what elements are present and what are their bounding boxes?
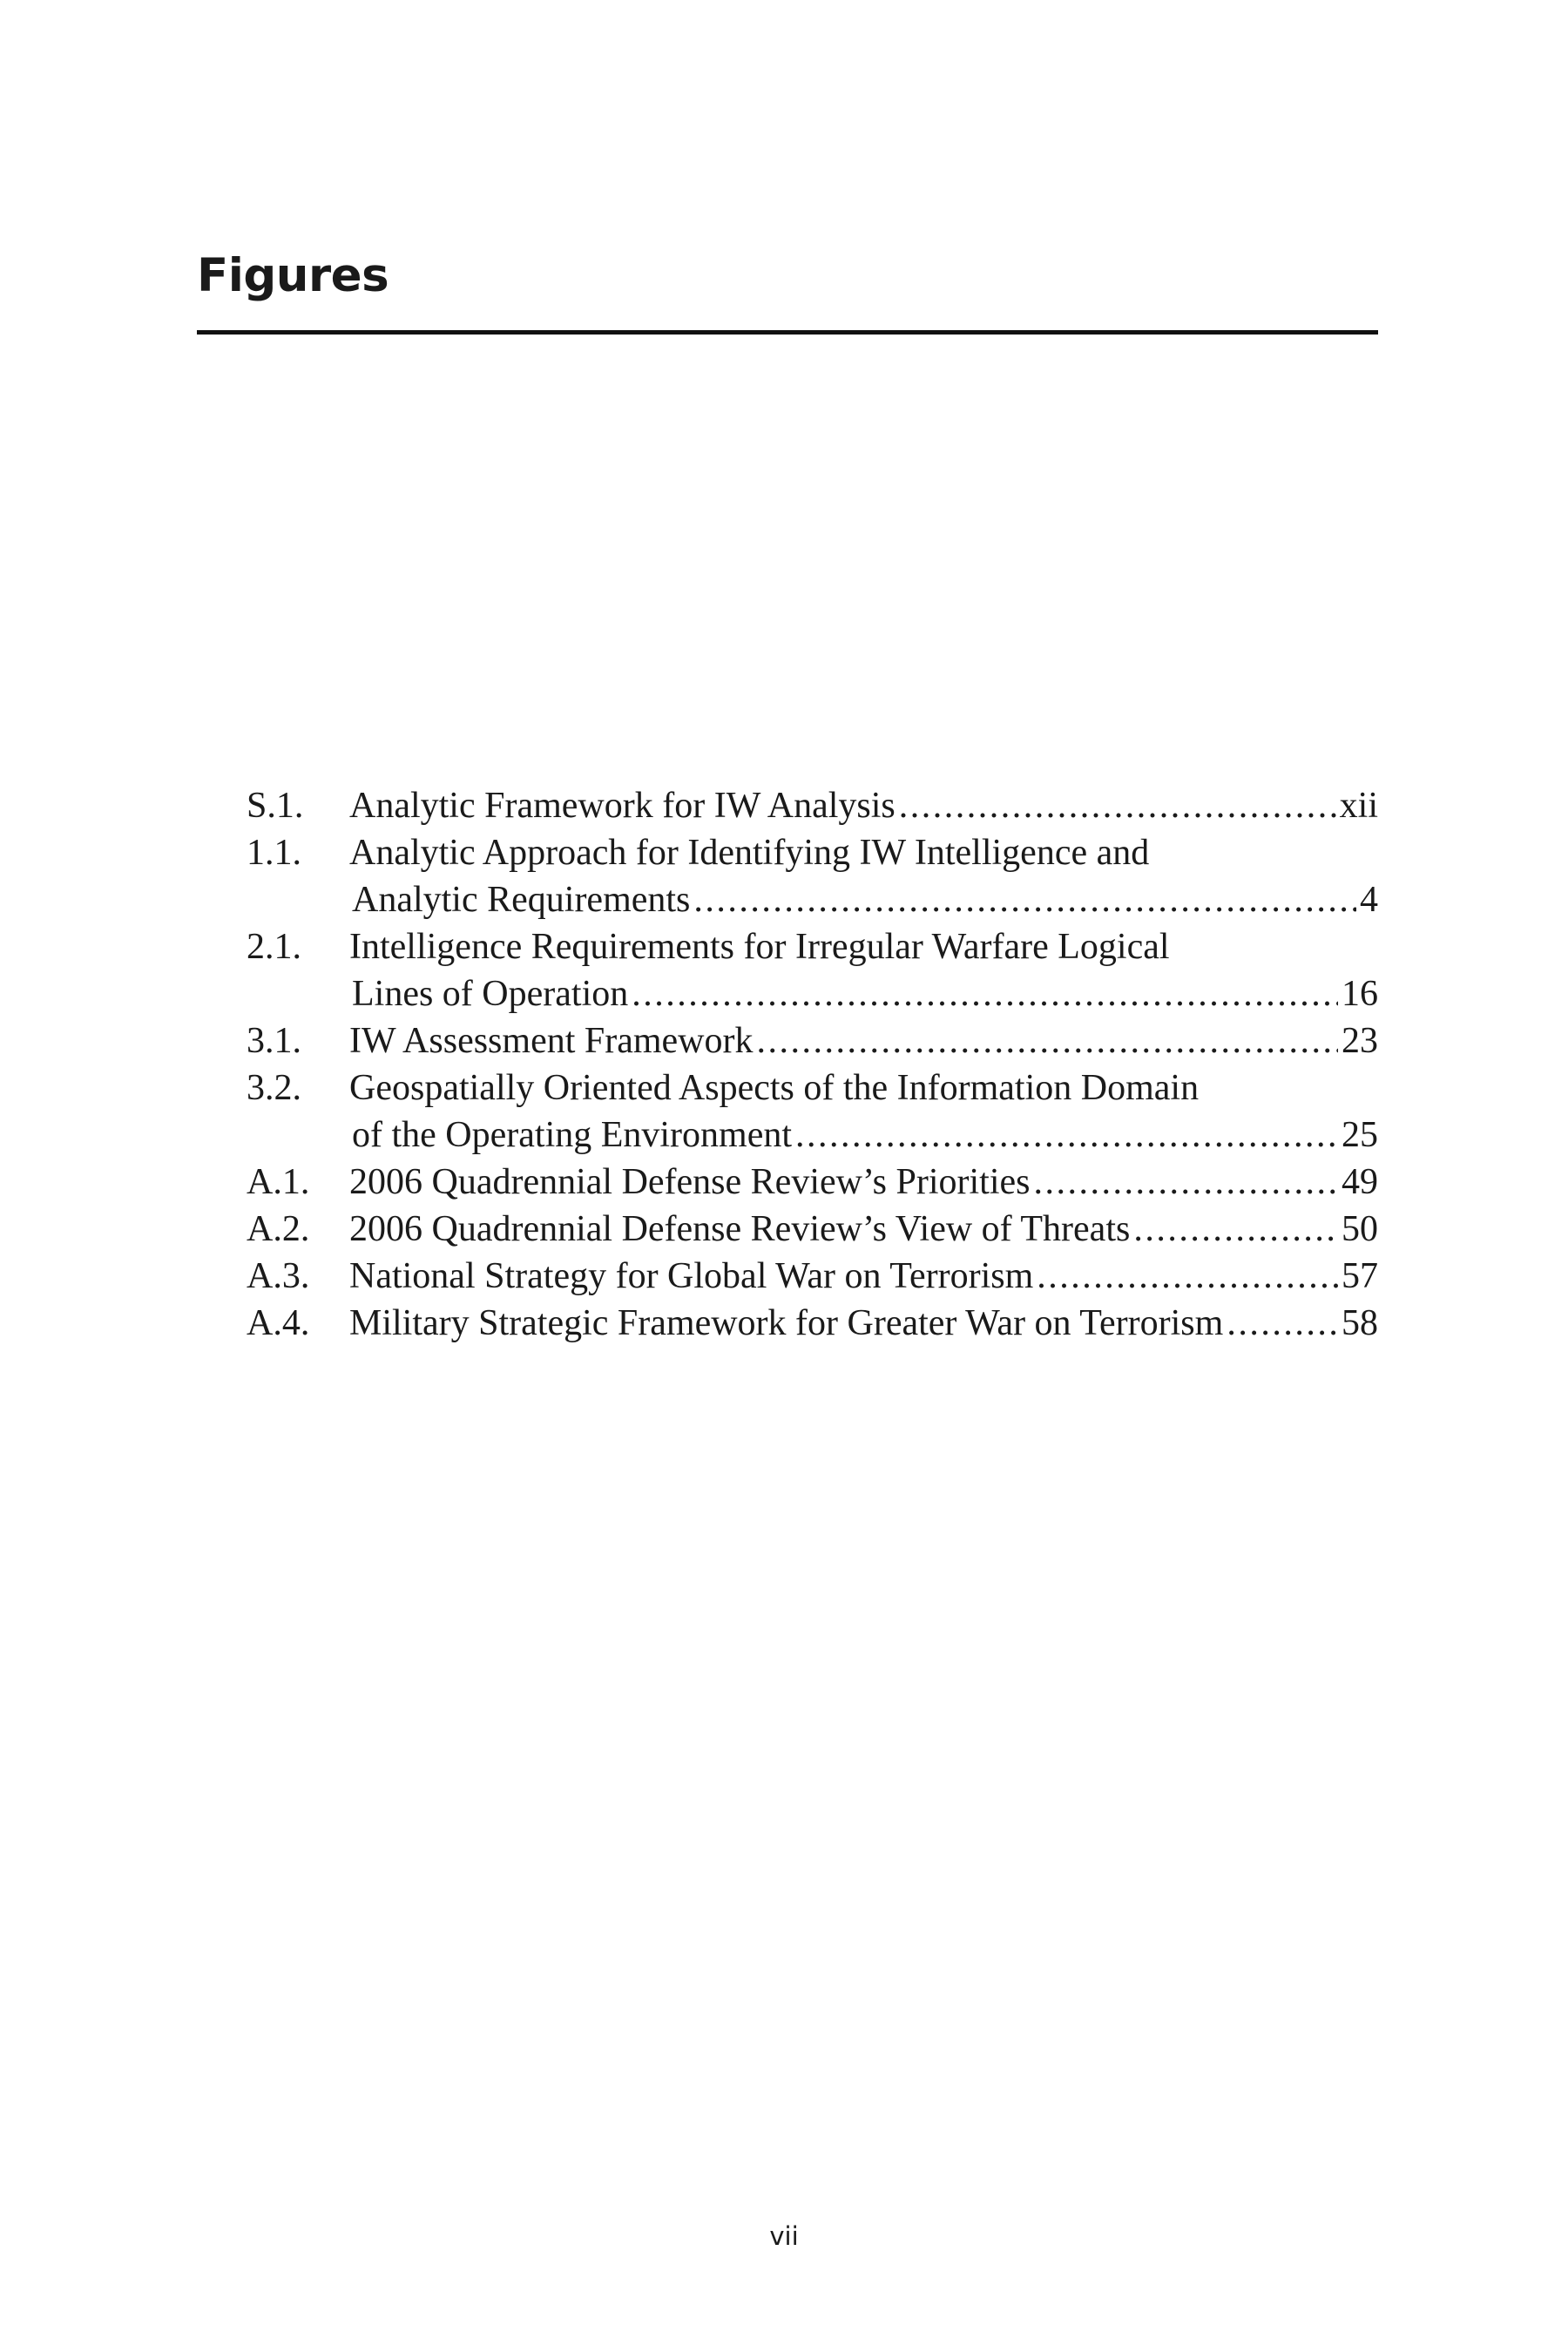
figure-page-number: 49 bbox=[1342, 1162, 1378, 1202]
figure-number: A.1. bbox=[247, 1162, 310, 1202]
figure-number: 1.1. bbox=[247, 833, 301, 873]
figure-page-number: 16 bbox=[1342, 974, 1378, 1014]
figure-title-line bbox=[352, 876, 1378, 923]
dot-leader bbox=[1227, 1300, 1338, 1347]
figure-title-line bbox=[349, 1017, 1378, 1064]
figure-title: Analytic Requirements bbox=[352, 880, 691, 920]
figure-page-number: 23 bbox=[1342, 1021, 1378, 1061]
figure-entry[interactable] bbox=[247, 1206, 1378, 1253]
figure-page-number: 25 bbox=[1342, 1115, 1378, 1155]
figure-title: 2006 Quadrennial Defense Review’s View of Threats bbox=[349, 1209, 1131, 1249]
figure-number: 3.2. bbox=[247, 1068, 301, 1108]
dot-leader bbox=[1033, 1159, 1338, 1206]
figure-title: National Strategy for Global War on Terrorism bbox=[349, 1256, 1034, 1296]
figure-page-number: 58 bbox=[1342, 1303, 1378, 1343]
figure-entry[interactable] bbox=[247, 1017, 1378, 1064]
figure-number: A.2. bbox=[247, 1209, 310, 1249]
figure-title-line bbox=[349, 1253, 1378, 1300]
figure-page-number: xii bbox=[1339, 786, 1378, 826]
figure-number: S.1. bbox=[247, 786, 304, 826]
figure-number: 3.1. bbox=[247, 1021, 301, 1061]
figure-page-number: 57 bbox=[1342, 1256, 1378, 1296]
page-heading: Figures bbox=[197, 249, 389, 302]
figure-entry[interactable] bbox=[247, 829, 1378, 923]
figure-entry[interactable] bbox=[247, 923, 1378, 1017]
figure-title-line bbox=[349, 1064, 1378, 1112]
figure-title: Military Strategic Framework for Greater War on Terrorism bbox=[349, 1303, 1224, 1343]
dot-leader bbox=[693, 876, 1356, 923]
dot-leader bbox=[899, 782, 1336, 829]
figure-title: 2006 Quadrennial Defense Review’s Priorities bbox=[349, 1162, 1031, 1202]
dot-leader bbox=[757, 1017, 1339, 1064]
figure-entry[interactable] bbox=[247, 1064, 1378, 1159]
figure-entry[interactable] bbox=[247, 1253, 1378, 1300]
figure-title: Lines of Operation bbox=[352, 974, 629, 1014]
figure-number: A.4. bbox=[247, 1303, 310, 1343]
list-of-figures bbox=[247, 782, 1378, 1347]
figure-title-line bbox=[349, 1206, 1378, 1253]
figure-title-line bbox=[352, 1112, 1378, 1159]
figure-title-line bbox=[349, 1300, 1378, 1347]
figure-entry[interactable] bbox=[247, 1300, 1378, 1347]
figure-page-number: 4 bbox=[1360, 880, 1378, 920]
figure-page-number: 50 bbox=[1342, 1209, 1378, 1249]
dot-leader bbox=[632, 970, 1338, 1017]
figure-title: Intelligence Requirements for Irregular Warfare Logical bbox=[349, 927, 1170, 967]
figure-title: IW Assessment Framework bbox=[349, 1021, 754, 1061]
figure-title-line bbox=[352, 970, 1378, 1017]
figure-title: Analytic Framework for IW Analysis bbox=[349, 786, 896, 826]
dot-leader bbox=[1133, 1206, 1338, 1253]
figure-title: Analytic Approach for Identifying IW Intelligence and bbox=[349, 833, 1150, 873]
figure-title-line bbox=[349, 829, 1378, 876]
page-number: vii bbox=[769, 2221, 799, 2251]
figure-title: of the Operating Environment bbox=[352, 1115, 793, 1155]
figure-entry[interactable] bbox=[247, 1159, 1378, 1206]
figure-entry[interactable] bbox=[247, 782, 1378, 829]
figure-title: Geospatially Oriented Aspects of the Information Domain bbox=[349, 1068, 1200, 1108]
figure-title-line bbox=[349, 1159, 1378, 1206]
figure-number: 2.1. bbox=[247, 927, 301, 967]
heading-rule bbox=[197, 330, 1378, 335]
figure-title-line bbox=[349, 782, 1378, 829]
dot-leader bbox=[1037, 1253, 1338, 1300]
figure-title-line bbox=[349, 923, 1378, 970]
dot-leader bbox=[795, 1112, 1338, 1159]
figure-number: A.3. bbox=[247, 1256, 310, 1296]
